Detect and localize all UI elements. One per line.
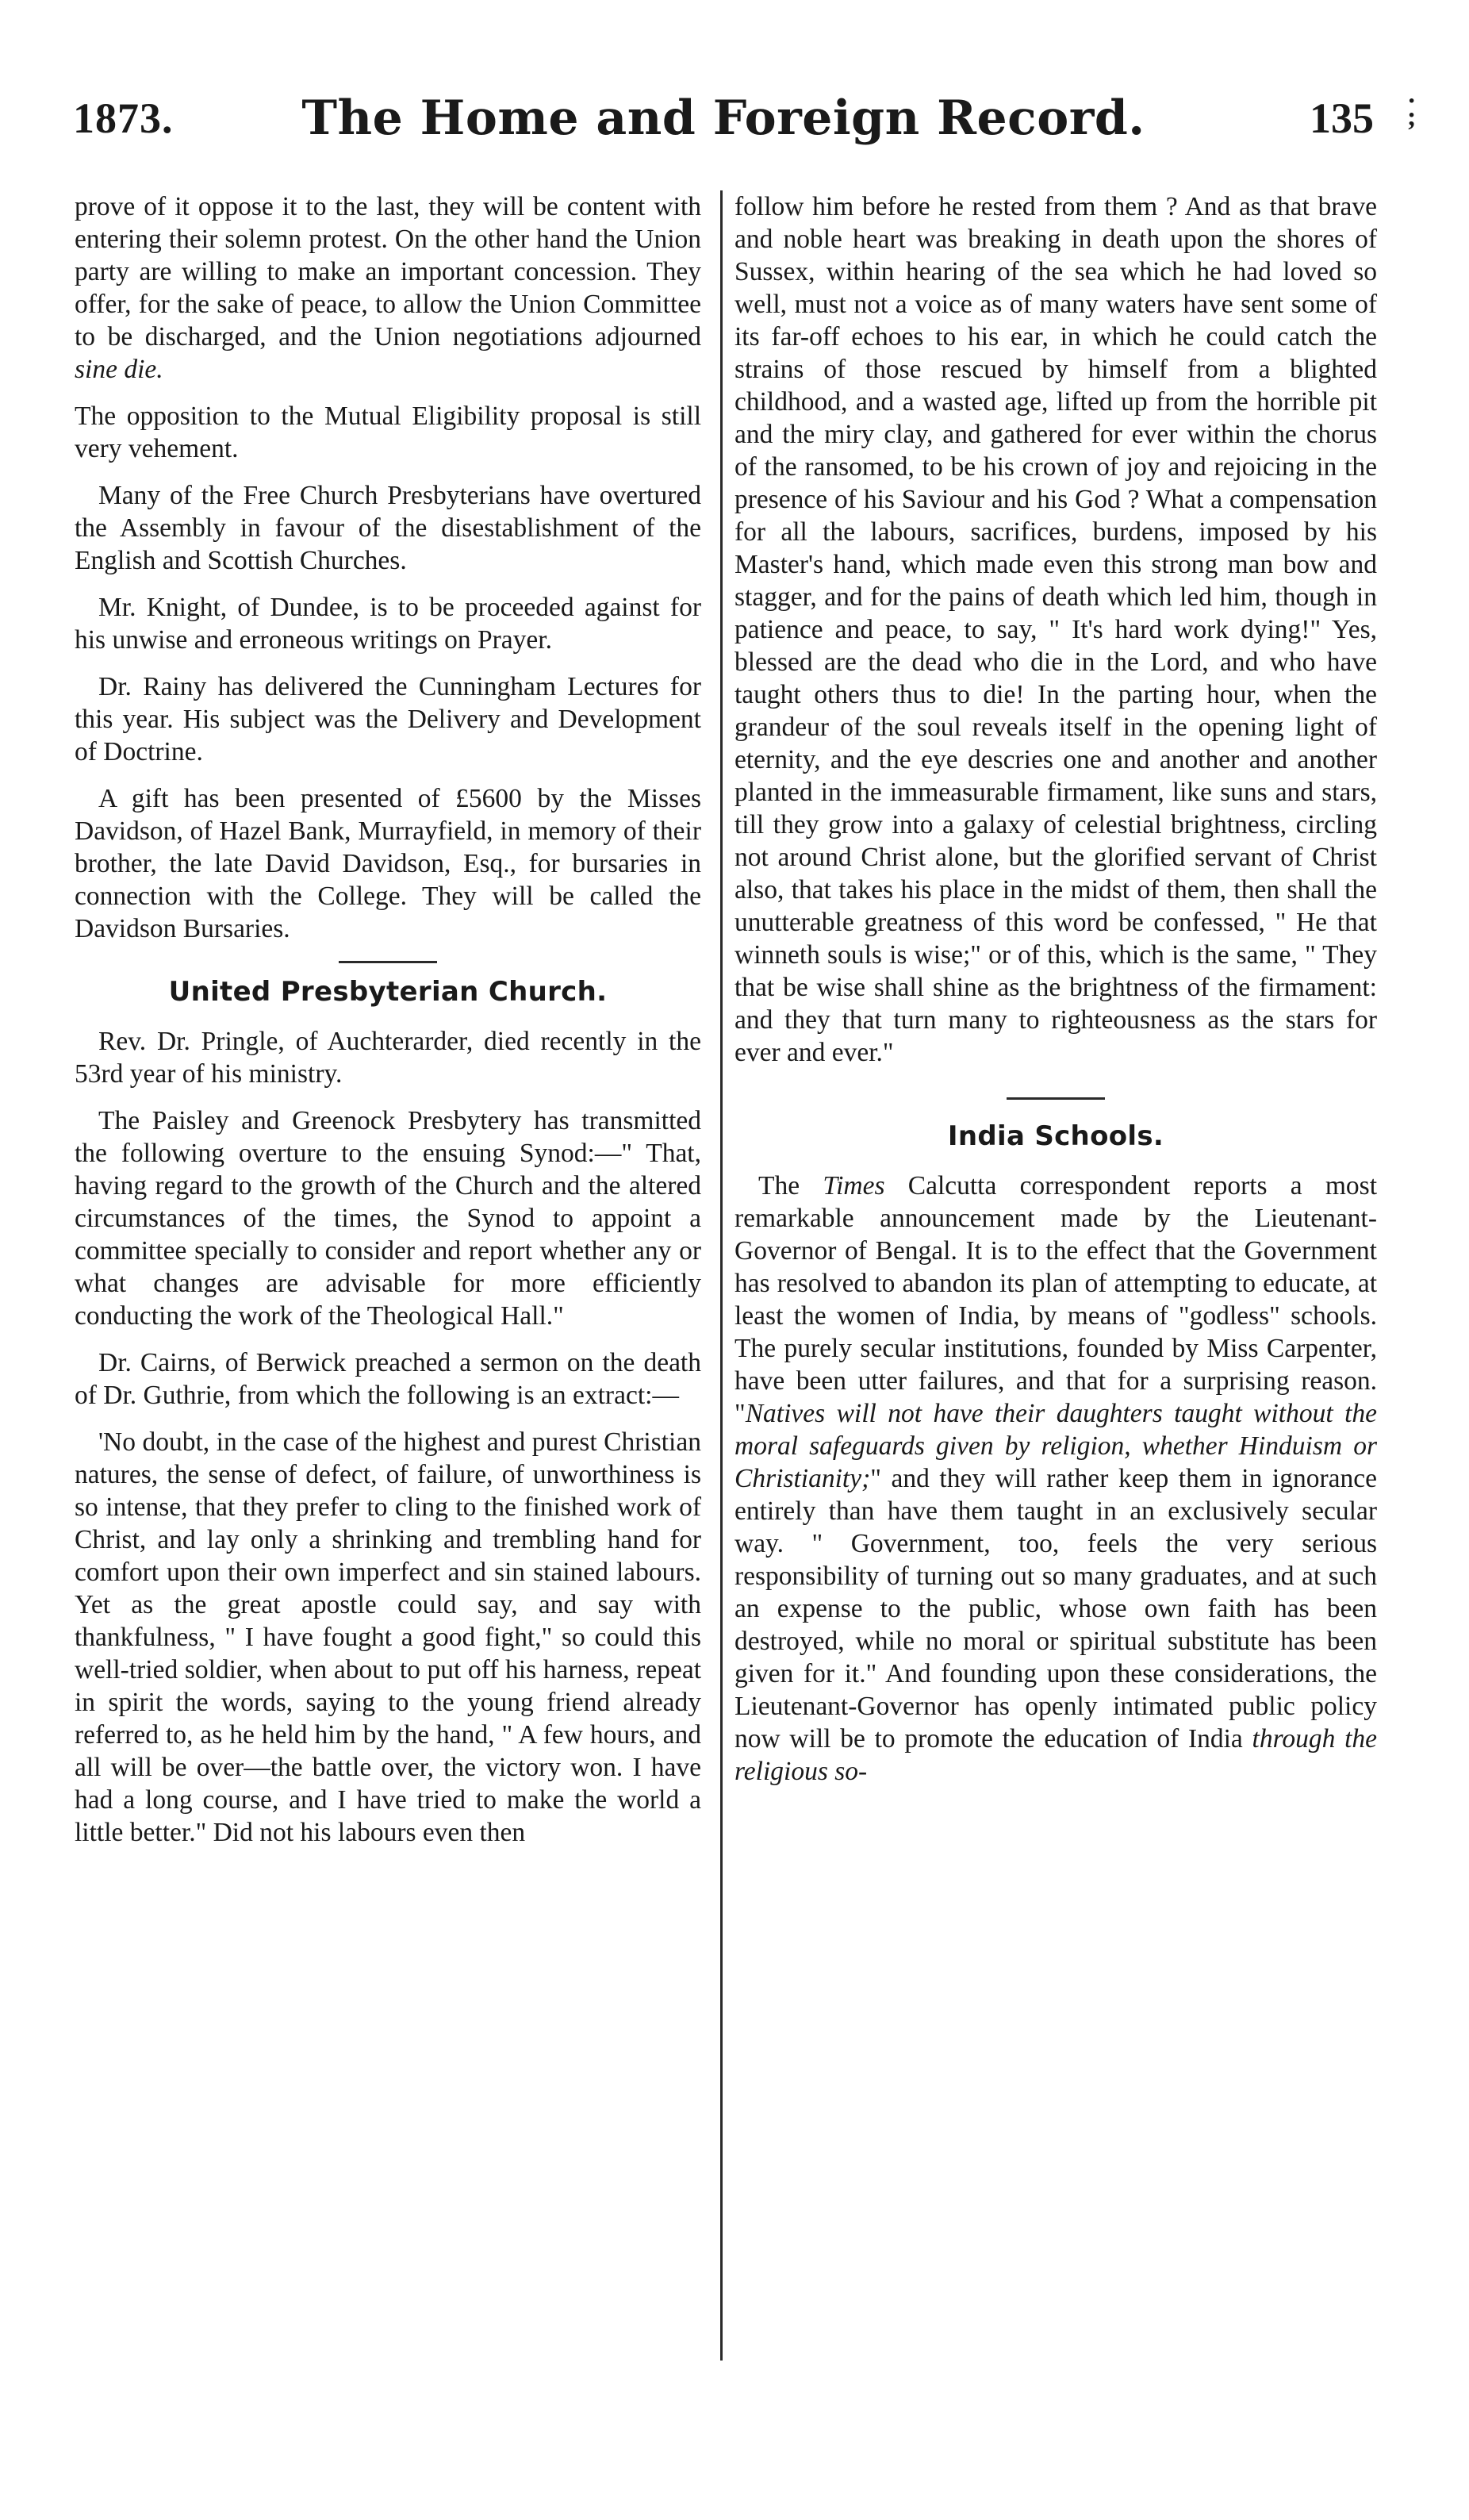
publication-title: The Home and Foreign Record. <box>301 90 1145 146</box>
paragraph-davidson-gift: A gift has been presented of £5600 by the Misses Davidson, of Hazel Bank, Murrayfield, in memory of their brother, the late David Davidson, Esq., for bursaries in connection with the College. They will be called the Davidson Bursaries. <box>75 784 701 943</box>
header-year: 1873. <box>73 94 174 142</box>
heading-united-presbyterian: United Presbyterian Church. <box>168 976 608 1008</box>
paragraph-dr-pringle: Rev. Dr. Pringle, of Auchterarder, died recently in the 53rd year of his ministry. <box>75 1027 701 1089</box>
right-column <box>734 190 1377 1802</box>
text-run: Calcutta correspondent reports a most remarkable announcement made by the Lieutenant-Governor of Bengal. It is to the effect that the Government has resolved to abandon its plan of attempting to educate, at least the women of India, by means of "godless" schools. The purely secular institutions, founded by Miss Carpenter, have been utter failures, and that for a surprising reason. " <box>734 1171 1378 1428</box>
paragraph-union-continuation <box>75 190 701 386</box>
paragraph-text: prove of it oppose it to the last, they will be content with entering their solemn protest. On the other hand the Union party are willing to make an important concession. They offer, for the sake of peace, to allow the Union Committee to be discharged, and the Union negotiations adjourned <box>75 192 701 351</box>
paragraph-sermon-continuation: follow him before he rested from them ? And as that brave and noble heart was breaking in death upon the shores of Sussex, within hearing of the sea which he had loved so well, must not a voice as of many waters have sent some of its far-off echoes to his ear, in which he could catch the strains of those rescued by himself from a blighted childhood, and a wasted age, lifted up from the horrible pit and the miry clay, and gathered for ever within the chorus of the ransomed, to be his crown of joy and rejoicing in the presence of his Saviour and his God ? What a compensation for all the labours, sacrifices, burdens, imposed by his Master's hand, which made even this strong man bow and stagger, and for the pains of death which led him, though in patience and peace, to say, " It's hard work dying!" Yes, blessed are the dead who die in the Lord, and who have taught others thus to die! In the parting hour, when the grandeur of the soul reveals itself in the opening light of eternity, and the eye descries one and another and another planted in the immeasurable firmament, like suns and stars, till they grow into a galaxy of celestial brightness, circling not around Christ alone, but the glorified servant of Christ also, that takes his place in the midst of them, then shall the unutterable greatness of this word be confessed, " He that winneth souls is wise;" or of this, which is the same, " They that be wise shall shine as the brightness of the firmament: and they that turn many to righteousness as the stars for ever and ever." <box>734 192 1377 1067</box>
column-divider <box>720 190 723 2361</box>
section-divider <box>1007 1097 1105 1100</box>
paragraph-dr-rainy: Dr. Rainy has delivered the Cunningham Lectures for this year. His subject was the Delivery and Development of Doctrine. <box>75 672 701 766</box>
paragraph-mr-knight: Mr. Knight, of Dundee, is to be proceeded against for his unwise and erroneous writings on Prayer. <box>75 593 701 655</box>
page-number: 135 <box>1310 94 1374 142</box>
paragraph-india-schools <box>734 1170 1377 1788</box>
italic-phrase: sine die. <box>75 355 163 384</box>
text-run: The <box>758 1171 800 1200</box>
italic-ending: through the religious so- <box>734 1724 1378 1786</box>
running-header <box>73 90 1374 157</box>
text-run: " and they will rather keep them in ignorance entirely than have them taught in an exclusively secular way. " Government, too, feels the very serious responsibility of turning out so many graduates, and at such an expense to the public, whose own faith has been destroyed, while no moral or spiritual substitute has been given for it." And founding upon these considerations, the Lieutenant-Governor has openly intimated public policy now will be to promote the education of India <box>734 1464 1377 1754</box>
paragraph-free-church-overture: Many of the Free Church Presbyterians have overtured the Assembly in favour of the disestablishment of the English and Scottish Churches. <box>75 481 701 575</box>
italic-times: Times <box>823 1171 885 1200</box>
paragraph-paisley-overture: The Paisley and Greenock Presbytery has transmitted the following overture to the ensuing Synod:—" That, having regard to the growth of the Church and the altered circumstances of the times, the Synod to appoint a committee specially to consider and report whether any or what changes are advisable for more efficiently conducting the work of the Theological Hall." <box>75 1106 701 1331</box>
paragraph-dr-cairns: Dr. Cairns, of Berwick preached a sermon on the death of Dr. Guthrie, from which the following is an extract:— <box>75 1348 701 1410</box>
section-divider <box>339 961 437 963</box>
italic-quote: Natives will not have their daughters taught without the moral safeguards given by religion, whether Hinduism or Christianity; <box>734 1399 1377 1493</box>
left-column <box>75 190 701 1863</box>
heading-india-schools: India Schools. <box>947 1120 1164 1152</box>
paragraph-sermon-extract: 'No doubt, in the case of the highest and purest Christian natures, the sense of defect, of failure, of unworthiness is so intense, that they prefer to cling to the finished work of Christ, and lay only a shrinking and trembling hand for comfort upon their own imperfect and sin stained labours. Yet as the great apostle could say, and say with thankfulness, " I have fought a good fight," so could this well-tried soldier, when about to put off his harness, repeat in spirit the words, saying to the young friend already referred to, as he held him by the hand, " A few hours, and all will be over—the battle over, the victory won. I have had a long course, and I have tried to make the world a little better." Did not his labours even then <box>75 1427 701 1847</box>
margin-mark: · ; <box>1407 86 1417 132</box>
paragraph-mutual-eligibility: The opposition to the Mutual Eligibility proposal is still very vehement. <box>75 401 701 463</box>
